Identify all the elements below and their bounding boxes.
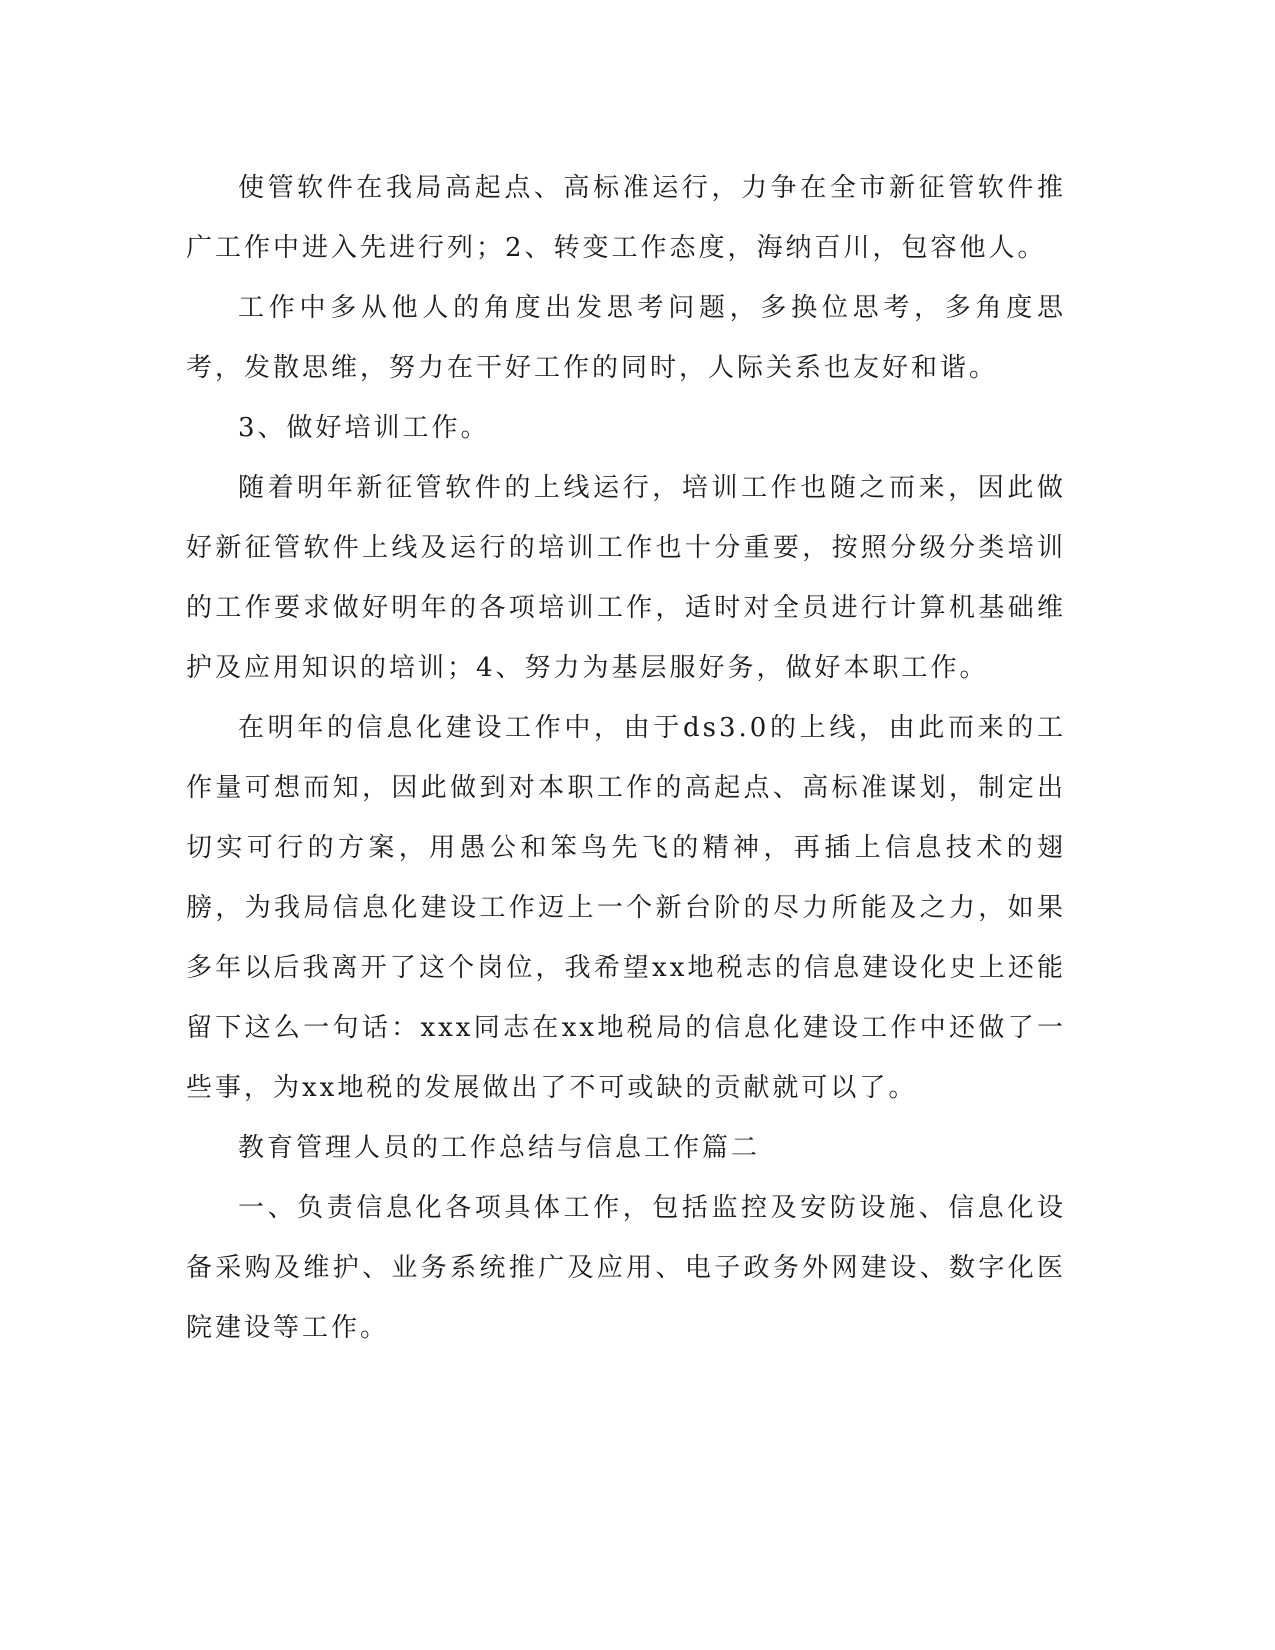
paragraph-6: 一、负责信息化各项具体工作，包括监控及安防设施、信息化设备采购及维护、业务系统推广及应用、电子政务外网建设、数字化医院建设等工作。	[186, 1193, 1066, 1343]
paragraph-3: 3、做好培训工作。	[238, 413, 490, 443]
paragraph-4: 随着明年新征管软件的上线运行，培训工作也随之而来，因此做好新征管软件上线及运行的培训工作也十分重要，按照分级分类培训的工作要求做好明年的各项培训工作，适时对全员进行计算机基础维护及应用知识的培训；4、努力为基层服好务，做好本职工作。	[186, 473, 1066, 683]
paragraph-1: 使管软件在我局高起点、高标准运行，力争在全市新征管软件推广工作中进入先进行列；2、转变工作态度，海纳百川，包容他人。	[186, 173, 1066, 263]
document-body	[186, 158, 1066, 1358]
section-heading: 教育管理人员的工作总结与信息工作篇二	[238, 1133, 761, 1163]
paragraph-2: 工作中多从他人的角度出发思考问题，多换位思考，多角度思考，发散思维，努力在干好工作的同时，人际关系也友好和谐。	[186, 293, 1066, 383]
paragraph-5: 在明年的信息化建设工作中，由于ds3.0的上线，由此而来的工作量可想而知，因此做到对本职工作的高起点、高标准谋划，制定出切实可行的方案，用愚公和笨鸟先飞的精神，再插上信息技术的翅膀，为我局信息化建设工作迈上一个新台阶的尽力所能及之力，如果多年以后我离开了这个岗位，我希望xx地税志的信息建设化史上还能留下这么一句话：xxx同志在xx地税局的信息化建设工作中还做了一些事，为xx地税的发展做出了不可或缺的贡献就可以了。	[186, 713, 1066, 1103]
